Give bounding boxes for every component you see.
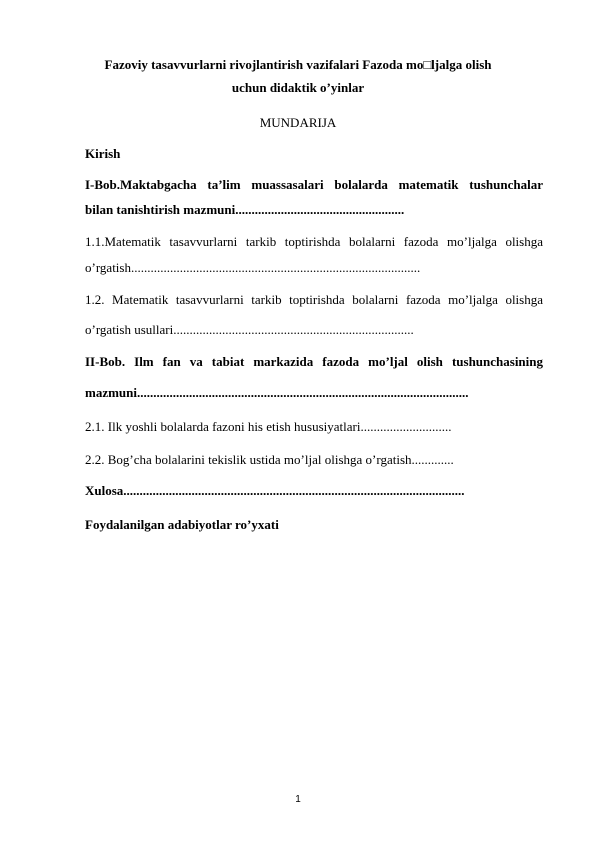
toc-entry-section-1-2-line-2: o’rgatish usullari.......................................................................... (85, 322, 414, 337)
toc-entry-chapter-1-line-2: bilan tanishtirish mazmuni.................................................... (85, 202, 405, 217)
document-title-line-2: uchun didaktik o’yinlar (231, 80, 365, 95)
toc-entry-conclusion: Xulosa......................................................................................................... (85, 483, 465, 498)
toc-entry-intro: Kirish (85, 146, 121, 161)
toc-entry-references: Foydalanilgan adabiyotlar ro’yxati (85, 517, 279, 532)
toc-entry-section-1-1-line-1: 1.1.Matematik tasavvurlarni tarkib toptirishda bolalarni fazoda mo’ljalga olishga (85, 234, 543, 249)
toc-entry-section-2-1: 2.1. Ilk yoshli bolalarda fazoni his etish hususiyatlari............................ (85, 419, 452, 434)
toc-entry-chapter-2-line-1: II-Bob. Ilm fan va tabiat markazida fazoda mo’ljal olish tushunchasining (85, 354, 543, 369)
document-title-line-1: Fazoviy tasavvurlarni rivojlantirish vazifalari Fazoda mo□ljalga olish (104, 57, 492, 72)
toc-entry-section-1-1-line-2: o’rgatish......................................................................................... (85, 260, 421, 275)
page-number: 1 (295, 794, 301, 805)
toc-entry-chapter-1-line-1: I-Bob.Maktabgacha ta’lim muassasalari bolalarda matematik tushunchalar (85, 177, 543, 192)
contents-heading: MUNDARIJA (259, 115, 337, 130)
toc-entry-section-2-2: 2.2. Bog’cha bolalarini tekislik ustida mo’ljal olishga o’rgatish............. (85, 452, 454, 467)
toc-entry-section-1-2-line-1: 1.2. Matematik tasavvurlarni tarkib toptirishda bolalarni fazoda mo’ljalga olishga (85, 292, 543, 307)
toc-entry-chapter-2-line-2: mazmuni...................................................................................................... (85, 385, 469, 400)
